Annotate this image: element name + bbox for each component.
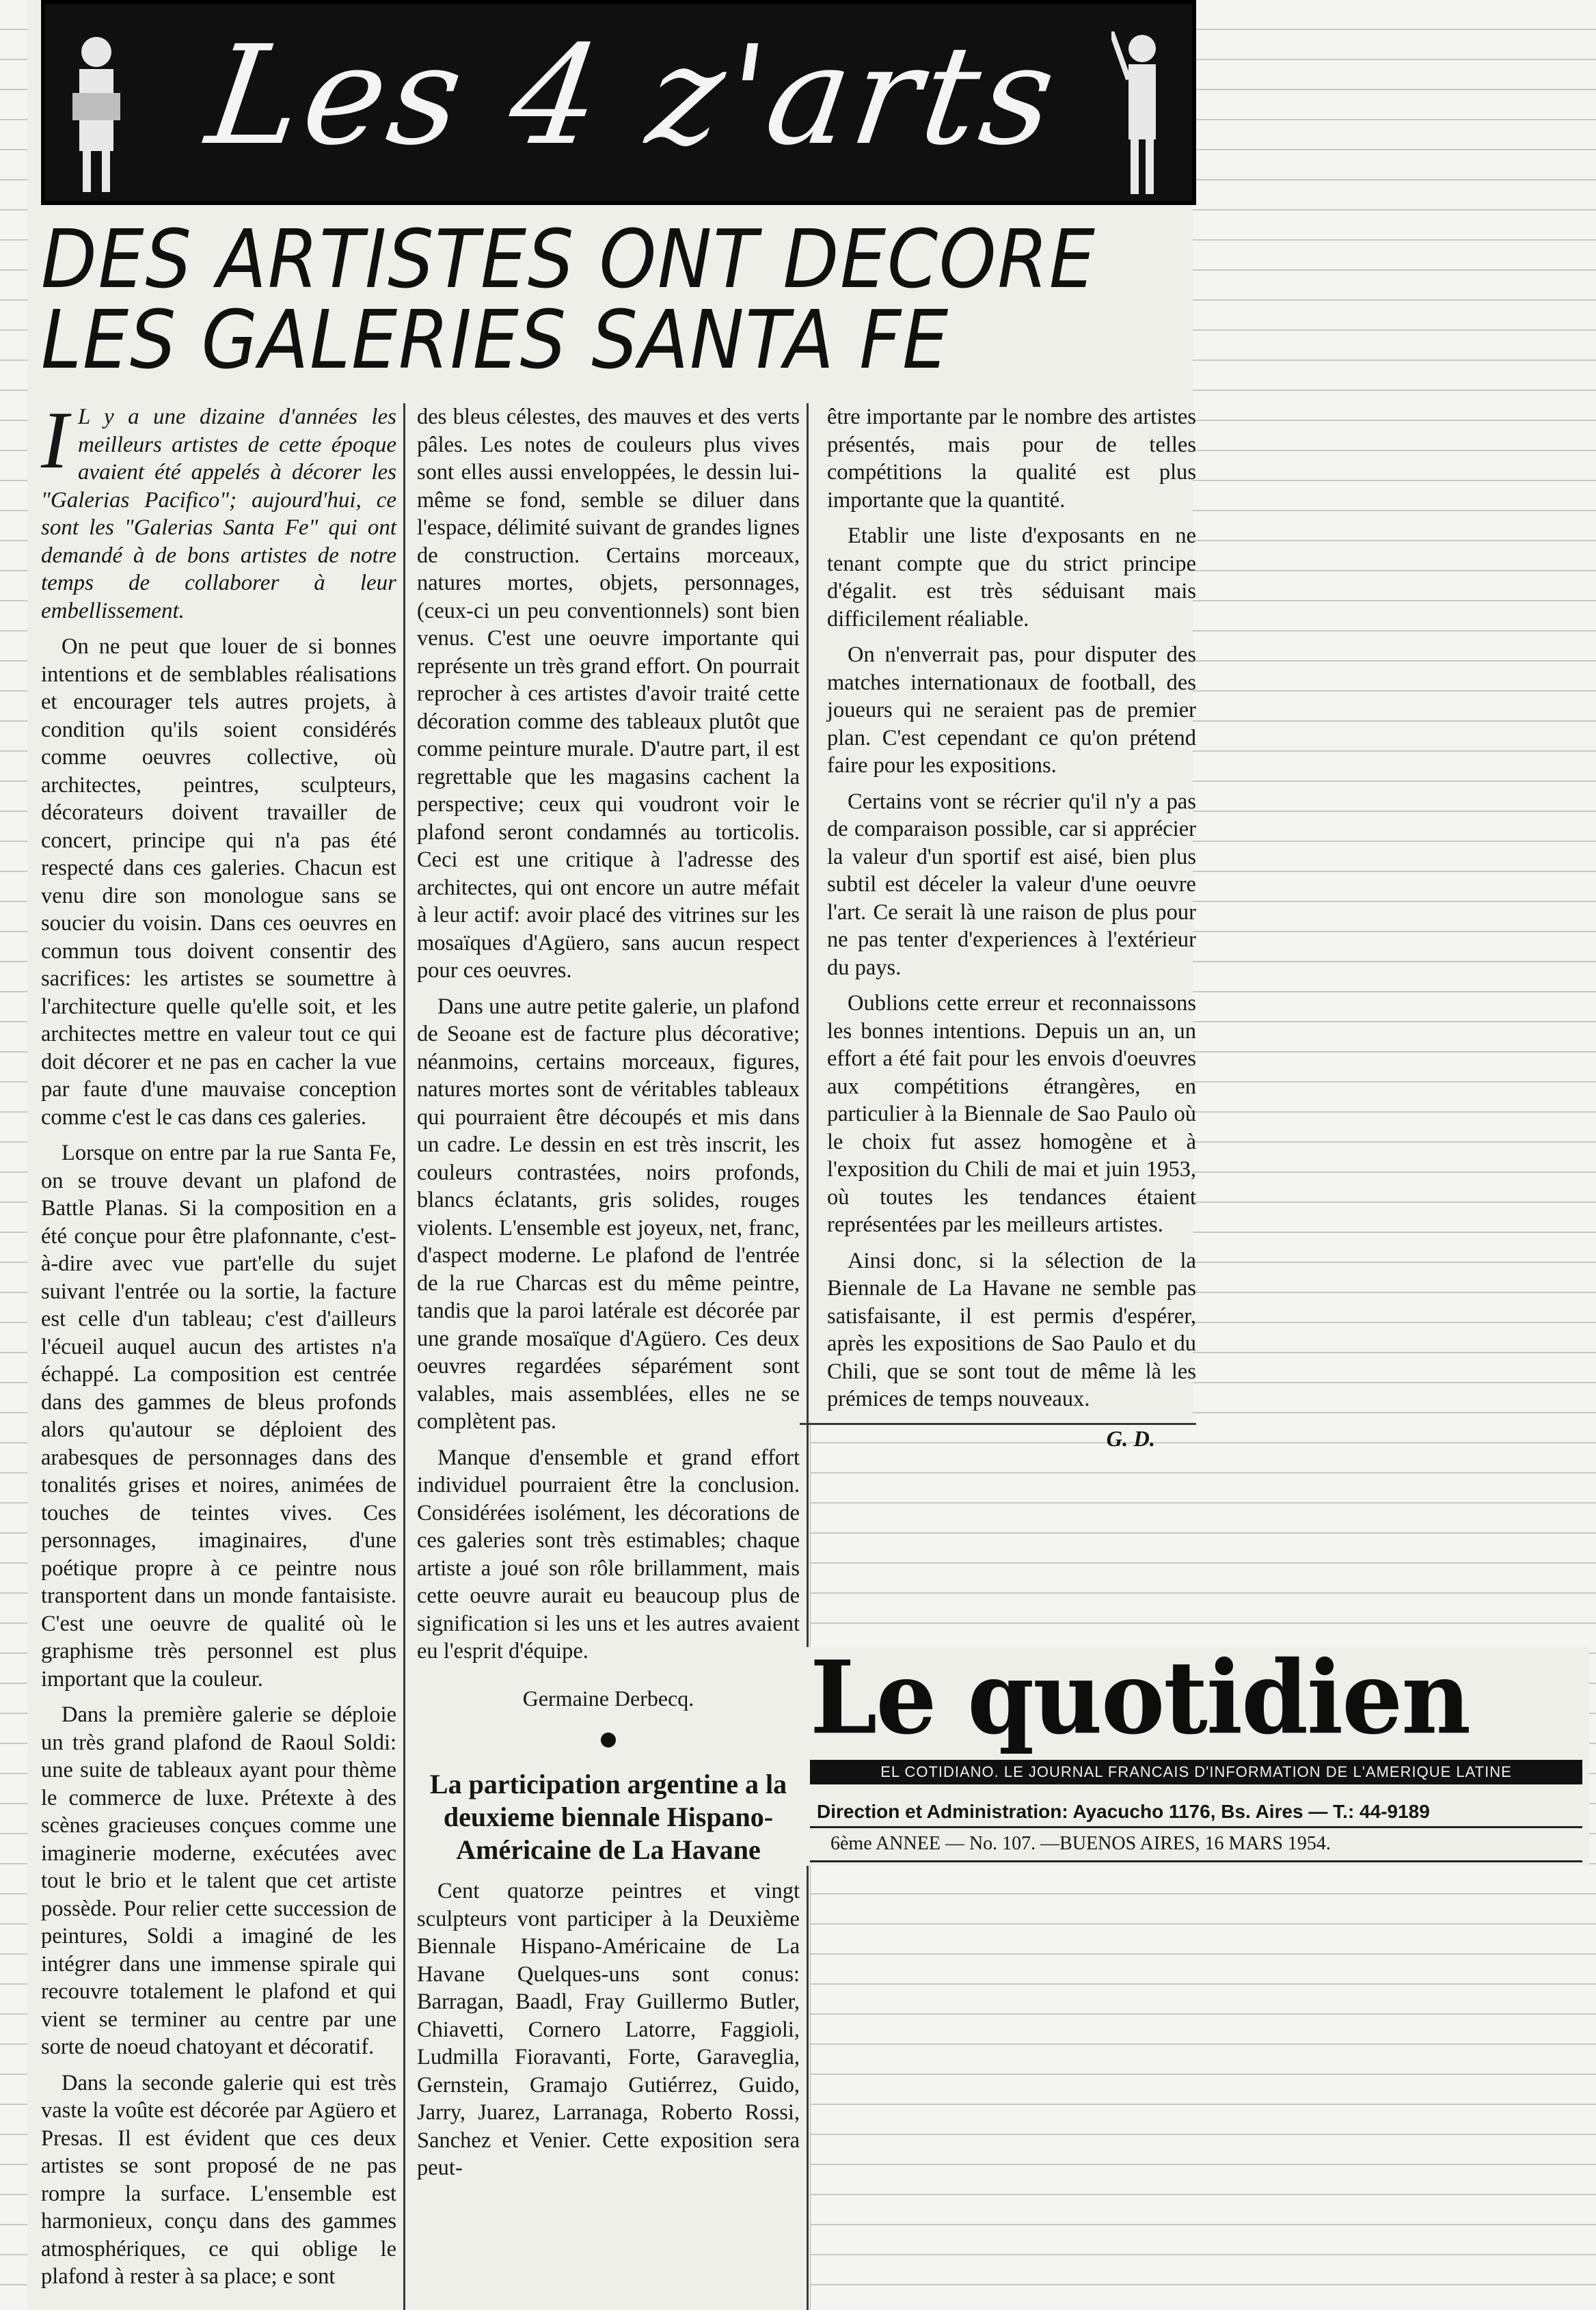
- author-initials: G. D.: [1106, 1426, 1155, 1452]
- article-paragraph: Lorsque on entre par la rue Santa Fe, on se trouve devant un plafond de Battle Planas. Si la composition en a été conçue pour être plafonnante, c'est-à-dire avec vue part'elle du sujet suivant l'entrée ou la sortie, la facture est celle d'un tableau; c'est d'ailleurs l'écueil auquel aucun des artistes n'a échappé. La composition est centrée dans des gammes de bleus profonds alors qu'autour se déploient des arabesques de personnages dans des tonalités grises et noires, animées de touches de teintes vives. Ces personnages, imaginaires, d'une poétique propre à ce peintre nous transportent dans un monde fantaisiste. C'est une oeuvre de qualité où le graphisme très personnel est plus important que la couleur.: [41, 1141, 396, 1691]
- masthead-rule: [810, 1826, 1582, 1828]
- issue-line: 6ème ANNEE — No. 107. —BUENOS AIRES, 16 MARS 1954.: [830, 1833, 1331, 1854]
- article-paragraph: Dans une autre petite galerie, un plafond de Seoane est de facture plus décorative; néanmoins, certains morceaux, figures, natures mortes sont de véritables tableaux qui pourraient être découpés et mis dans un cadre. Le dessin en est très inscrit, les couleurs contrastées, noirs profonds, blancs éclatants, gris solides, rouges violents. L'ensemble est joyeux, net, franc, d'aspect moderne. Le plafond de l'entrée de la rue Charcas est du même peintre, tandis que la paroi latérale est décorée par une grande mosaïque d'Agüero. Ces deux oeuvres regardées séparément sont valables, mais assemblées, elles ne se complètent pas.: [417, 994, 800, 1434]
- article-column-3: [827, 403, 1196, 1453]
- article-paragraph: Manque d'ensemble et grand effort individuel pourraient être la conclusion. Considérées isolément, les décorations de ces galeries sont très estimables; chaque artiste a joué son rôle brillamment, mais cette oeuvre aurait eu beaucoup plus de signification si les uns et les autres avaient eu l'esprit d'équipe.: [417, 1445, 800, 1663]
- column-rule: [403, 403, 405, 2310]
- article-paragraph: des bleus célestes, des mauves et des verts pâles. Les notes de couleurs plus vives sont elles aussi enveloppées, le dessin lui-même se fond, semble se diluer dans l'espace, délimité suivant de grandes lignes de construction. Certains morceaux, natures mortes, objets, personnages, (ceux-ci un peu conventionnels) sont bien venus. C'est une oeuvre importante qui représente un très grand effort. On pourrait reprocher à ces artistes d'avoir traité cette décoration comme des tableaux plutôt que comme peinture murale. D'autre part, il est regrettable que les magasins cachent la perspective; ceux qui voudront voir le plafond seront condamnés au torticolis. Ceci est une critique à l'adresse des architectes, qui ont encore un autre méfait à leur actif: avoir placé des vitrines sur les mosaïques d'Agüero, sans aucun respect pour ces oeuvres.: [417, 405, 800, 983]
- newspaper-address: Direction et Administration: Ayacucho 1176, Bs. Aires — T.: 44-9189: [817, 1801, 1430, 1822]
- article2-paragraph: Cent quatorze peintres et vingt sculpteurs vont participer à la Deuxième Biennale Hispano-Américaine de La Havane Quelques-uns sont conus: Barragan, Baadl, Fray Guillermo Butler, Chiavetti, Cornero Latorre, Faggioli, Ludmilla Fioravanti, Forte, Garaveglia, Gernstein, Gramajo Gutiérrez, Guido, Jarry, Juarez, Larranaga, Roberto Rossi, Sanchez et Venier. Cette exposition sera peut-: [417, 1879, 800, 2180]
- article2-paragraph: On n'enverrait pas, pour disputer des matches internationaux de football, des joueurs qui ne seraient pas de premier plan. C'est cependant ce qu'on prétend faire pour les expositions.: [827, 642, 1196, 778]
- headline-line-2: LES GALERIES SANTA FE: [41, 293, 950, 387]
- newspaper-title: Le quotidien: [810, 1639, 1470, 1758]
- article-paragraph: Dans la seconde galerie qui est très vaste la voûte est décorée par Agüero et Presas. Il est évident que ces deux artistes se sont proposé de ne pas rompre la surface. L'ensemble est harmonieux, conçu dans des gammes atmosphériques, ce qui oblige le plafond à rester à sa place; e sont: [41, 2070, 396, 2289]
- newspaper-tagline: EL COTIDIANO. LE JOURNAL FRANCAIS D'INFORMATION DE L'AMERIQUE LATINE: [810, 1760, 1582, 1784]
- article2-paragraph: Etablir une liste d'exposants en ne tenant compte que du strict principe d'égalit. est très séduisant mais difficilement réaliable.: [827, 524, 1196, 631]
- section-banner: [41, 0, 1196, 205]
- separator-dot: [601, 1733, 616, 1748]
- painter-figure-icon: [1111, 31, 1173, 195]
- article-paragraph: Dans la première galerie se déploie un très grand plafond de Raoul Soldi: une suite de tableaux ayant pour thème le commerce de luxe. Prétexte à des scènes gracieuses conçues comme une imaginerie moderne, exécutées avec tout le brio et le talent que cet artiste possède. Pour relier cette succession de peintures, Soldi a imaginé de les intégrer dans une immense spirale qui recouvre totalement le plafond et qui vient se terminer au centre par une sorte de noeud chatoyant et décoratif.: [41, 1702, 396, 2059]
- article2-title: La participation argentine a la deuxieme biennale Hispano-Américaine de La Havane: [429, 1769, 787, 1865]
- lead-text: L y a une dizaine d'années les meilleurs artistes de cette époque avaient été appelés à décorer les "Galerias Pacifico"; aujourd'hui, ce sont les "Galerias Santa Fe" qui ont demandé à de bons artistes de notre temps de collaborer à leur embellissement.: [41, 405, 396, 623]
- article2-paragraph: Certains vont se récrier qu'il n'y a pas de comparaison possible, car si apprécier la valeur d'un sportif est aisé, bien plus subtil est déceler la valeur d'une oeuvre l'art. Ce serait là une raison de plus pour ne pas tenter d'experiences à l'extérieur du pays.: [827, 789, 1196, 980]
- author-signature: Germaine Derbecq.: [522, 1685, 694, 1711]
- article2-paragraph: Ainsi donc, si la sélection de la Biennale de La Havane ne semble pas satisfaisante, il est permis d'espérer, après les expositions de Sao Paulo et du Chili, que se sont tout de même là les prémices de temps nouveaux.: [827, 1248, 1196, 1411]
- article-lead: [41, 394, 396, 625]
- reader-figure-icon: [66, 31, 127, 195]
- newspaper-masthead: [803, 1639, 1589, 1866]
- article-paragraph: On ne peut que louer de si bonnes intentions et de semblables réalisations et encourager tels autres projets, à condition qu'ils soient considérés comme oeuvres collective, où architectes, peintres, sculpteurs, décorateurs doivent travailler de concert, principe qui n'a pas été respecté dans ces galeries. Chacun est venu dire son monologue sans se soucier du voisin. Dans ces oeuvres en commun tous doivent consentir des sacrifices: les artistes se soumettre à l'architecture quelle qu'elle soit, et les architectes mettre en valeur tout ce qui doit décorer et ne pas en cacher la vue par faute d'une mauvaise conception comme c'est le cas dans ces galeries.: [41, 634, 396, 1130]
- headline-line-1: DES ARTISTES ONT DECORE: [41, 212, 1096, 306]
- article2-paragraph: être importante par le nombre des artistes présentés, mais pour de telles compétitions la qualité est plus importante que la quantité.: [827, 405, 1196, 513]
- article-column-2: [417, 403, 800, 2190]
- masthead-rule: [810, 1860, 1582, 1862]
- article-column-1: [41, 394, 396, 2299]
- article-headline: [41, 212, 1096, 387]
- drop-cap: I: [41, 394, 68, 485]
- banner-title: Les 4 z'arts: [199, 16, 1068, 176]
- article2-paragraph: Oublions cette erreur et reconnaissons les bonnes intentions. Depuis un an, un effort a été fait pour les envois d'oeuvres aux compétitions étrangères, en particulier à la Biennale de Sao Paulo où le choix fut assez homogène et à l'exposition du Chili de mai et juin 1953, où toutes les tendances étaient représentées par les meilleurs artistes.: [827, 991, 1196, 1237]
- column-rule: [807, 403, 809, 2310]
